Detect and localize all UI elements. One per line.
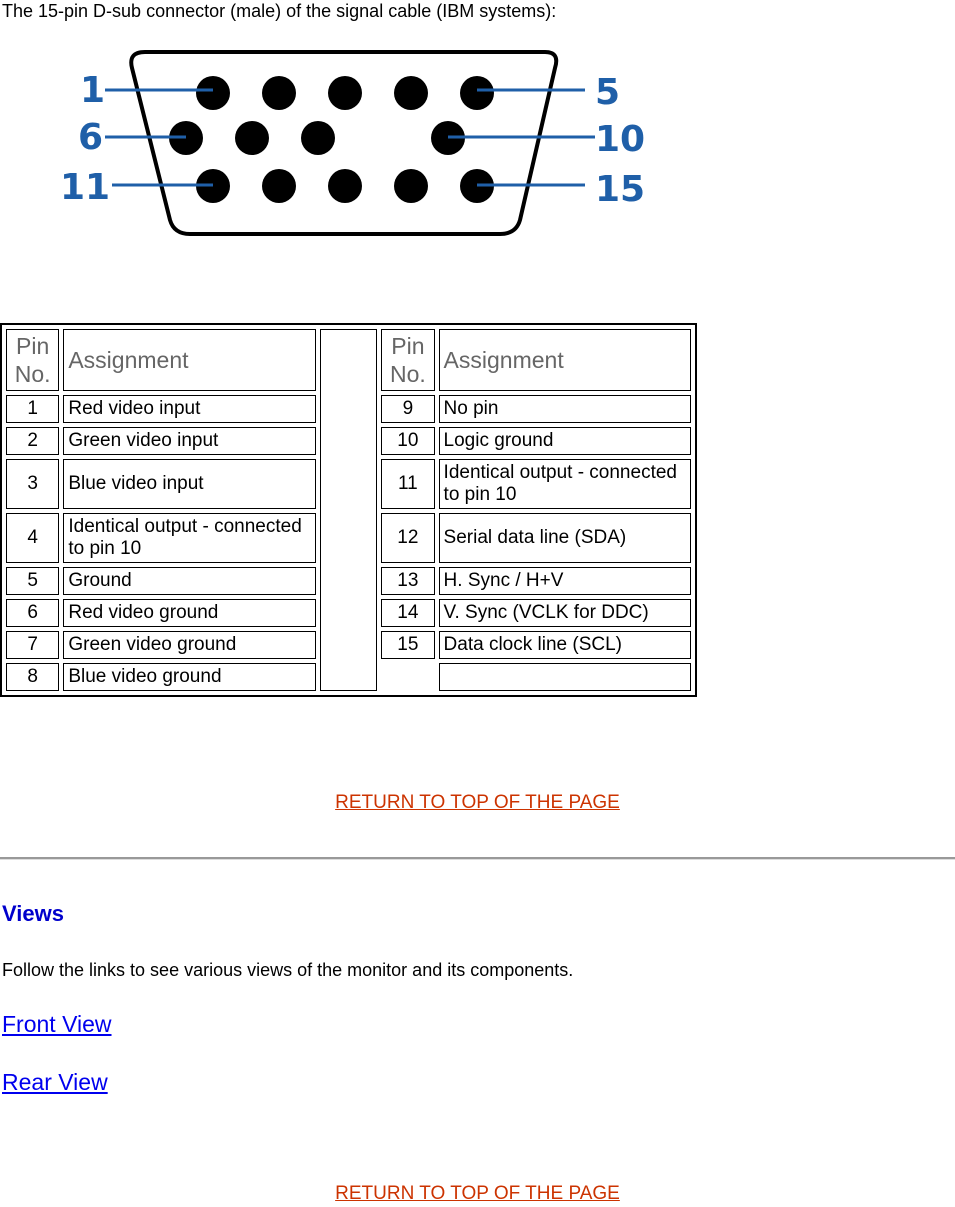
- pin-8: [301, 121, 335, 155]
- rear-view-link[interactable]: Rear View: [2, 1069, 108, 1095]
- label-pin-1: 1: [80, 70, 106, 111]
- front-view-link[interactable]: Front View: [2, 1011, 112, 1037]
- pin-2: [262, 76, 296, 110]
- label-pin-5: 5: [595, 72, 621, 113]
- pin-3: [328, 76, 362, 110]
- left-assignment-cell: Blue video ground: [63, 663, 315, 691]
- right-pin-cell: 11: [381, 459, 434, 509]
- column-spacer: [320, 329, 377, 691]
- pin-4: [394, 76, 428, 110]
- right-pin-cell: [381, 663, 434, 691]
- dsub-connector-diagram: [50, 40, 650, 240]
- right-assignment-cell: Logic ground: [439, 427, 691, 455]
- views-description: Follow the links to see various views of the monitor and its components.: [2, 960, 574, 980]
- left-pin-cell: 4: [6, 513, 59, 563]
- right-pin-cell: 14: [381, 599, 434, 627]
- label-pin-15: 15: [595, 169, 646, 210]
- left-pin-cell: 6: [6, 599, 59, 627]
- pin-5: [460, 76, 494, 110]
- right-assignment-cell: No pin: [439, 395, 691, 423]
- right-assignment-cell: H. Sync / H+V: [439, 567, 691, 595]
- pin-7: [235, 121, 269, 155]
- pin-1: [196, 76, 230, 110]
- left-pin-cell: 1: [6, 395, 59, 423]
- right-pin-cell: 13: [381, 567, 434, 595]
- right-assignment-cell: Serial data line (SDA): [439, 513, 691, 563]
- left-assignment-cell: Identical output - connected to pin 10: [63, 513, 315, 563]
- left-assignment-cell: Blue video input: [63, 459, 315, 509]
- return-to-top-link-bottom[interactable]: RETURN TO TOP OF THE PAGE: [335, 1183, 620, 1204]
- left-pin-cell: 7: [6, 631, 59, 659]
- right-pin-cell: 15: [381, 631, 434, 659]
- right-pin-cell: 10: [381, 427, 434, 455]
- left-assignment-cell: Green video input: [63, 427, 315, 455]
- return-to-top-link[interactable]: RETURN TO TOP OF THE PAGE: [335, 792, 620, 813]
- left-assignment-cell: Red video input: [63, 395, 315, 423]
- right-assignment-cell: Identical output - connected to pin 10: [439, 459, 691, 509]
- right-pin-cell: 9: [381, 395, 434, 423]
- right-pin-cell: 12: [381, 513, 434, 563]
- left-pin-cell: 5: [6, 567, 59, 595]
- intro-text: The 15-pin D-sub connector (male) of the signal cable (IBM systems):: [2, 1, 557, 21]
- right-assignment-cell: V. Sync (VCLK for DDC): [439, 599, 691, 627]
- left-pin-cell: 8: [6, 663, 59, 691]
- header-pin-right: Pin No.: [381, 329, 434, 391]
- header-pin-left: Pin No.: [6, 329, 59, 391]
- table-header-row: [6, 329, 691, 391]
- left-assignment-cell: Ground: [63, 567, 315, 595]
- header-assignment-right: Assignment: [439, 329, 691, 391]
- label-pin-6: 6: [78, 117, 104, 158]
- pin-13: [328, 169, 362, 203]
- right-assignment-cell: Data clock line (SCL): [439, 631, 691, 659]
- horizontal-divider: [0, 857, 955, 860]
- left-pin-cell: 3: [6, 459, 59, 509]
- views-heading: Views: [2, 901, 64, 926]
- left-pin-cell: 2: [6, 427, 59, 455]
- pin-assignment-table: [0, 323, 697, 697]
- label-pin-11: 11: [60, 167, 111, 208]
- label-pin-10: 10: [595, 119, 646, 160]
- left-assignment-cell: Red video ground: [63, 599, 315, 627]
- left-assignment-cell: Green video ground: [63, 631, 315, 659]
- pin-14: [394, 169, 428, 203]
- right-assignment-cell: [439, 663, 691, 691]
- pin-12: [262, 169, 296, 203]
- header-assignment-left: Assignment: [63, 329, 315, 391]
